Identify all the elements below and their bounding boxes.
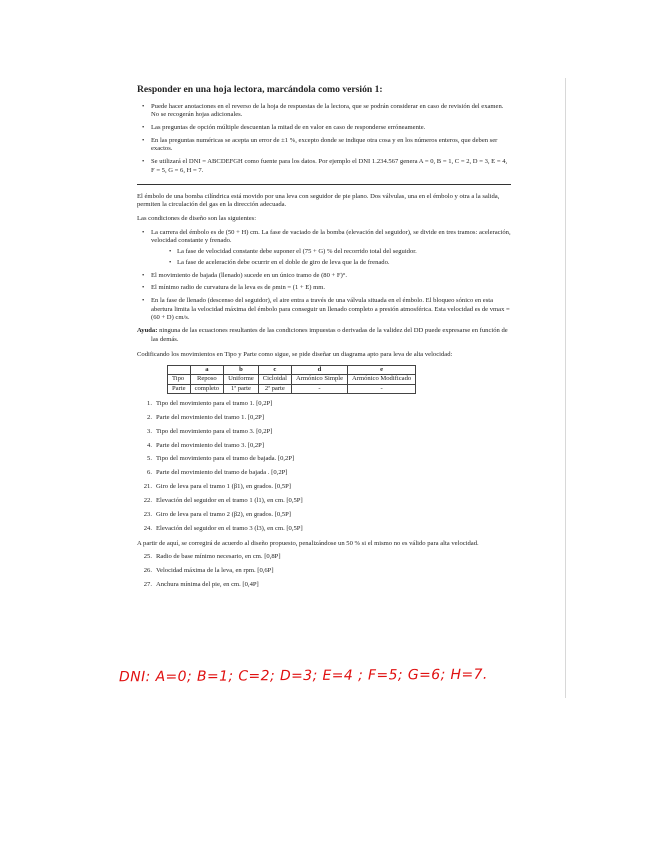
condition-subitem: • La fase de aceleración debe ocurrir en el doble de giro de leva que la de frenado. <box>166 259 511 268</box>
conditions-list <box>137 229 511 323</box>
instructions-list <box>137 103 511 176</box>
exam-document <box>137 84 511 596</box>
question-text: Parte del movimiento del tramo 3. [0,2P] <box>156 441 265 449</box>
condition-item: • El movimiento de bajada (llenado) sucede en un único tramo de (80 + F)°. <box>137 272 511 281</box>
table-cell: Armónico Modificado <box>348 375 416 384</box>
ayuda-note <box>137 327 511 344</box>
coding-intro: Codificando los movimientos en Tipo y Parte como sigue, se pide diseñar un diagrama apto para leva de alta velocidad: <box>137 351 453 359</box>
condition-item <box>137 229 511 268</box>
table-header-cell: e <box>348 366 416 375</box>
instruction-item: • Puede hacer anotaciones en el reverso de la hoja de respuestas de la lectora, que se podrán considerar en caso de revisión del examen. No se recogerán hojas adicionales. <box>137 103 511 120</box>
question-text: Parte del movimiento del tramo 1. [0,2P] <box>156 413 265 421</box>
question-number: 24. <box>143 524 152 532</box>
table-row <box>168 384 416 393</box>
instruction-item: • En las preguntas numéricas se acepta un error de ±1 %, excepto donde se indique otra cosa y en los números enteros, que deben ser exactos. <box>137 137 511 154</box>
question-item <box>137 455 511 464</box>
question-text: Giro de leva para el tramo 1 (β1), en grados. [0,5P] <box>156 483 292 491</box>
table-cell: Cicloidal <box>258 375 291 384</box>
question-item <box>137 442 511 451</box>
question-number: 21. <box>143 483 152 491</box>
table-cell: - <box>291 384 347 393</box>
table-cell: Uniforme <box>224 375 259 384</box>
question-item <box>137 400 511 409</box>
table-header-cell <box>168 366 191 375</box>
exam-heading: Responder en una hoja lectora, marcándola como versión 1: <box>137 84 383 95</box>
question-item <box>137 581 511 590</box>
question-text: Anchura mínima del pie, en cm. [0,4P] <box>156 581 259 589</box>
table-header-cell: d <box>291 366 347 375</box>
condition-item: • En la fase de llenado (descenso del seguidor), el aire entra a través de una válvula situada en el émbolo. El bloqueo sónico en esta abertura limita la velocidad máxima del émbolo para conseguir un llenado completo a presión atmosférica. Esta velocidad es de vmax = (60 + D) cm/s. <box>137 297 511 323</box>
question-item <box>137 567 511 576</box>
ayuda-label: Ayuda: <box>137 327 158 335</box>
question-number: 22. <box>143 497 152 505</box>
table-header-cell: c <box>258 366 291 375</box>
table-cell: Reposo <box>190 375 224 384</box>
question-item <box>137 525 511 534</box>
movement-code-table <box>167 365 416 394</box>
section-divider <box>137 184 511 185</box>
questions-list-a <box>137 400 511 534</box>
table-cell: 1ª parte <box>224 384 259 393</box>
table-row <box>168 375 416 384</box>
question-item <box>137 553 511 562</box>
question-number: 25. <box>143 553 152 561</box>
question-item <box>137 497 511 506</box>
table-cell: completo <box>190 384 224 393</box>
table-header-cell: a <box>190 366 224 375</box>
table-header-row <box>168 366 416 375</box>
table-cell: 2ª parte <box>258 384 291 393</box>
question-number: 6. <box>147 469 152 477</box>
page-edge-line <box>565 78 566 698</box>
question-text: Tipo del movimiento para el tramo 1. [0,2P] <box>156 399 273 407</box>
instruction-item: • Se utilizará el DNI = ABCDEFGH como fuente para los datos. Por ejemplo el DNI 1.234.567 genera A = 0, B = 1, C = 2, D = 3, E = 4, F = 5, G = 6, H = 7. <box>137 158 511 175</box>
question-text: Tipo del movimiento para el tramo 3. [0,2P] <box>156 427 273 435</box>
table-header-cell: b <box>224 366 259 375</box>
instruction-item: • Las preguntas de opción múltiple descuentan la mitad de en valor en caso de responderse erróneamente. <box>137 124 511 133</box>
question-text: Parte del movimiento del tramo de bajada . [0,2P] <box>156 469 288 477</box>
ayuda-text: ninguna de las ecuaciones resultantes de las condiciones impuestas o derivadas de la validez del DD puede expresarse en función de las demás. <box>151 327 508 343</box>
question-text: Giro de leva para el tramo 2 (β2), en grados. [0,5P] <box>156 510 292 518</box>
table-cell: Armónico Simple <box>291 375 347 384</box>
question-number: 27. <box>143 581 152 589</box>
question-number: 2. <box>147 413 152 421</box>
question-item <box>137 483 511 492</box>
question-text: Elevación del seguidor en el tramo 1 (l1), en cm. [0,5P] <box>156 497 303 505</box>
question-number: 23. <box>143 510 152 518</box>
question-text: Radio de base mínimo necesario, en cm. [0,8P] <box>156 553 281 561</box>
question-number: 1. <box>147 399 152 407</box>
question-item <box>137 469 511 478</box>
question-item <box>137 511 511 520</box>
condition-subitem: • La fase de velocidad constante debe suponer el (75 + G) % del recorrido total del seguidor. <box>166 248 511 257</box>
questions-list-b <box>137 553 511 589</box>
condition-item: • El mínimo radio de curvatura de la leva es de ρmin = (1 + E) mm. <box>137 284 511 293</box>
table-row-label: Tipo <box>168 375 191 384</box>
question-item <box>137 414 511 423</box>
condition-text: La carrera del émbolo es de (50 + H) cm. La fase de vaciado de la bomba (elevación del seguidor), se divide en tres tramos: aceleración, velocidad constante y frenado. <box>151 228 511 245</box>
condition-sublist <box>151 248 511 267</box>
question-text: Elevación del seguidor en el tramo 3 (l3), en cm. [0,5P] <box>156 524 303 532</box>
handwritten-dni-note: DNI: A=0; B=1; C=2; D=3; E=4 ; F=5; G=6; H=7. <box>118 666 488 686</box>
problem-intro: El émbolo de una bomba cilíndrica está movido por una leva con seguidor de pie plano. Dos válvulas, una en el émbolo y otra a la salida, permiten la circulación del gas en la dirección adecuada. <box>137 192 500 209</box>
question-text: Velocidad máxima de la leva, en rpm. [0,6P] <box>156 567 274 575</box>
table-row-label: Parte <box>168 384 191 393</box>
question-number: 26. <box>143 567 152 575</box>
question-number: 5. <box>147 455 152 463</box>
question-number: 4. <box>147 441 152 449</box>
question-item <box>137 428 511 437</box>
question-text: Tipo del movimiento para el tramo de bajada. [0,2P] <box>156 455 295 463</box>
penalty-note: A partir de aquí, se corregirá de acuerdo al diseño propuesto, penalizándose un 50 % si el mismo no es válido para alta velocidad. <box>137 539 479 547</box>
conditions-intro: Las condiciones de diseño son las siguientes: <box>137 214 257 222</box>
question-number: 3. <box>147 427 152 435</box>
table-cell: - <box>348 384 416 393</box>
